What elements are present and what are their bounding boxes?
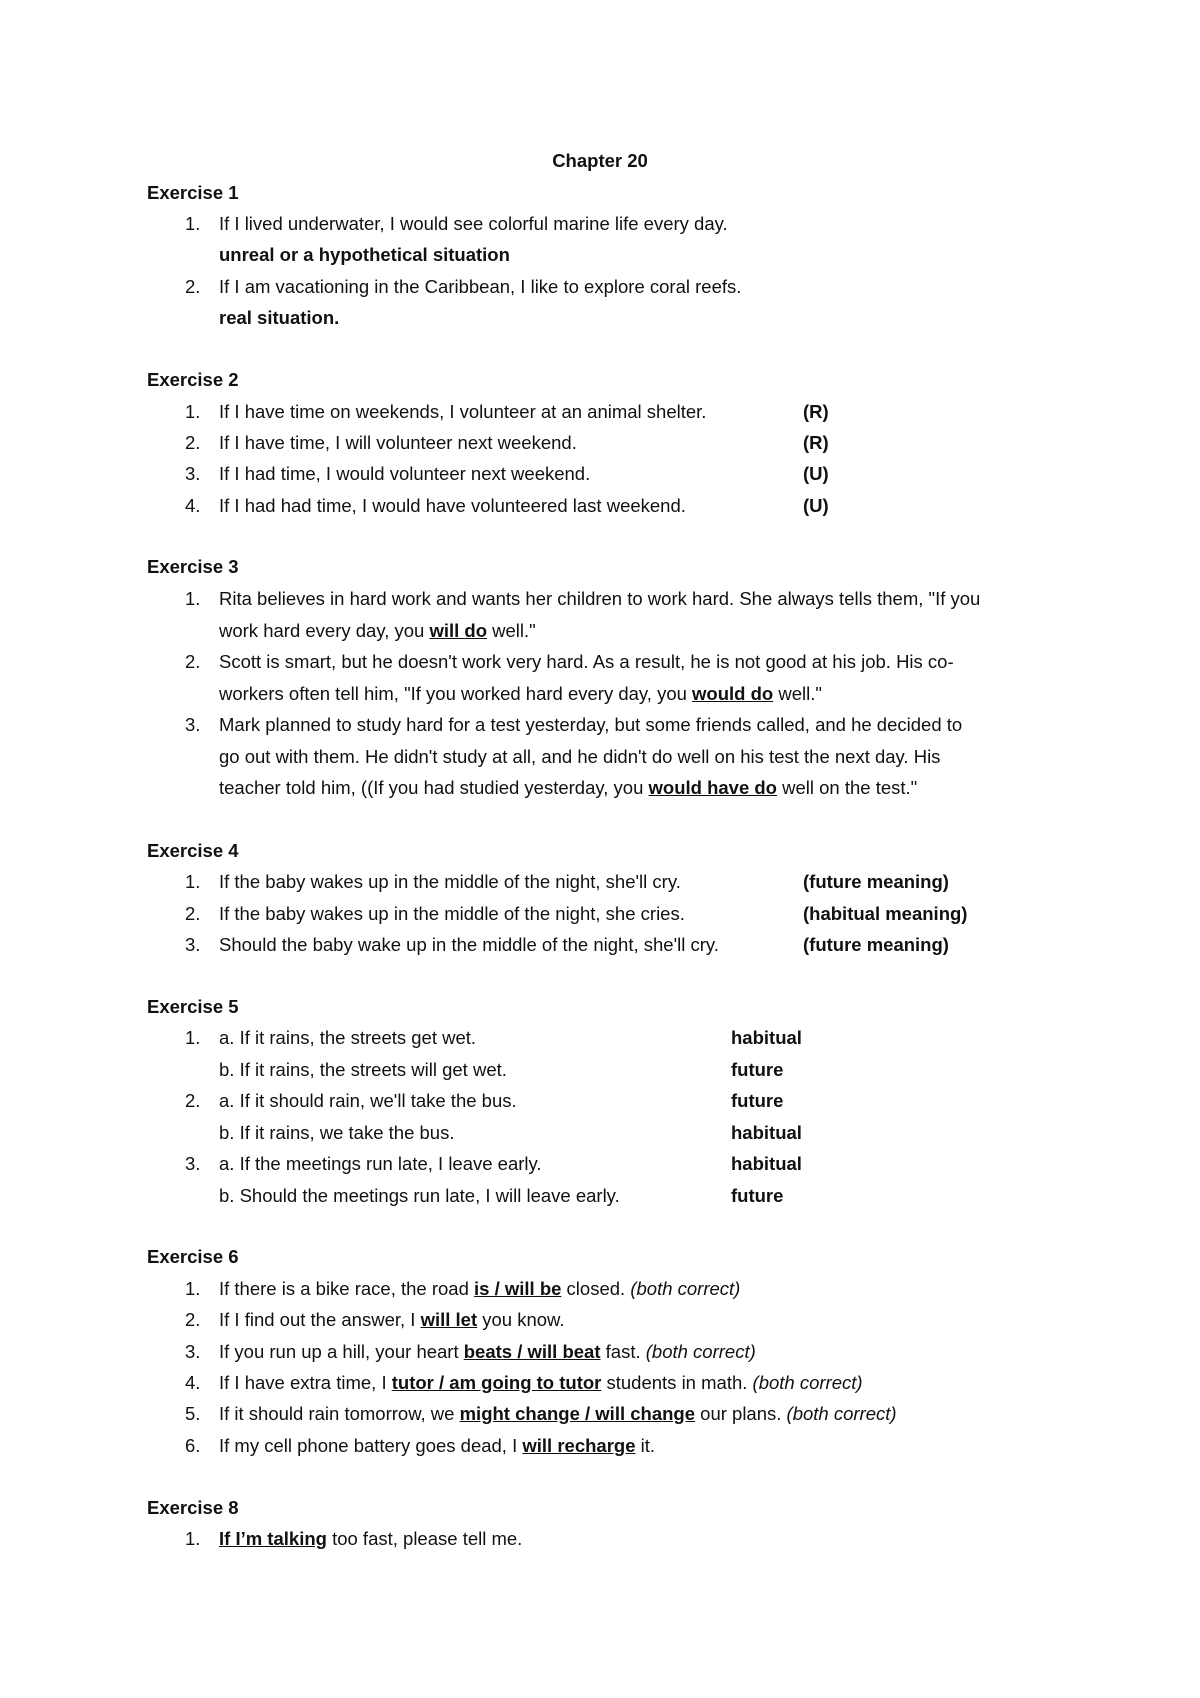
item-text: If I had had time, I would have volunteered last weekend.	[219, 495, 686, 516]
item-text-continued: workers often tell him, "If you worked hard every day, you would do well."	[219, 683, 822, 704]
answer-blank: will do	[429, 620, 488, 641]
answer-blank: might change / will change	[459, 1403, 696, 1424]
exercise-4-heading: Exercise 4	[147, 840, 239, 861]
exercise-2-heading: Exercise 2	[147, 369, 239, 390]
item-text: If I find out the answer, I will let you know.	[219, 1309, 565, 1330]
item-number: 2.	[185, 432, 201, 453]
item-number: 4.	[185, 1372, 201, 1393]
answer-blank: will recharge	[522, 1435, 636, 1456]
item-text-continued: b. If it rains, the streets will get wet.	[219, 1059, 507, 1080]
item-number: 2.	[185, 1309, 201, 1330]
item-note: (both correct)	[630, 1278, 741, 1299]
item-text: Mark planned to study hard for a test yesterday, but some friends called, and he decided to	[219, 714, 963, 735]
item-tag: (U)	[803, 463, 829, 484]
item-number: 5.	[185, 1403, 201, 1424]
item-text: a. If the meetings run late, I leave early.	[219, 1153, 542, 1174]
item-number: 1.	[185, 588, 201, 609]
item-tag: habitual	[731, 1122, 802, 1143]
item-number: 3.	[185, 934, 201, 955]
item-answer: unreal or a hypothetical situation	[219, 244, 510, 265]
item-text: If the baby wakes up in the middle of the night, she'll cry.	[219, 871, 681, 892]
item-number: 2.	[185, 276, 201, 297]
item-tag: habitual	[731, 1153, 802, 1174]
item-number: 3.	[185, 1341, 201, 1362]
item-number: 3.	[185, 463, 201, 484]
item-tag: habitual	[731, 1027, 802, 1048]
item-text: Should the baby wake up in the middle of the night, she'll cry.	[219, 934, 719, 955]
item-number: 1.	[185, 1027, 201, 1048]
answer-blank: would have do	[648, 777, 777, 798]
item-tag: (U)	[803, 495, 829, 516]
item-text-continued: work hard every day, you will do well."	[219, 620, 536, 641]
item-number: 1.	[185, 1278, 201, 1299]
item-answer: real situation.	[219, 307, 340, 328]
exercise-3-heading: Exercise 3	[147, 556, 239, 577]
item-note: (both correct)	[645, 1341, 756, 1362]
item-number: 2.	[185, 1090, 201, 1111]
item-number: 2.	[185, 903, 201, 924]
item-number: 4.	[185, 495, 201, 516]
item-number: 3.	[185, 1153, 201, 1174]
item-text: If my cell phone battery goes dead, I will recharge it.	[219, 1435, 656, 1456]
item-tag: future	[731, 1090, 784, 1111]
exercise-6-heading: Exercise 6	[147, 1246, 239, 1267]
item-tag: (R)	[803, 401, 829, 422]
answer-blank: tutor / am going to tutor	[391, 1372, 602, 1393]
answer-blank: beats / will beat	[463, 1341, 601, 1362]
item-text: If I have extra time, I tutor / am going to tutor students in math. (both correct)	[219, 1372, 863, 1393]
answer-blank: If I’m talking	[219, 1528, 327, 1549]
exercise-8-heading: Exercise 8	[147, 1497, 239, 1518]
item-tag: (future meaning)	[803, 871, 949, 892]
item-number: 1.	[185, 213, 201, 234]
item-number: 6.	[185, 1435, 201, 1456]
item-tag: (future meaning)	[803, 934, 949, 955]
item-text: If I lived underwater, I would see colorful marine life every day.	[219, 213, 728, 234]
exercise-1-heading: Exercise 1	[147, 182, 239, 203]
item-text-continued: b. If it rains, we take the bus.	[219, 1122, 455, 1143]
item-number: 1.	[185, 401, 201, 422]
item-number: 2.	[185, 651, 201, 672]
item-number: 1.	[185, 871, 201, 892]
item-tag: future	[731, 1059, 784, 1080]
item-text-continued: go out with them. He didn't study at all, and he didn't do well on his test the next day. His	[219, 746, 941, 767]
exercise-5-heading: Exercise 5	[147, 996, 239, 1017]
item-text-continued: b. Should the meetings run late, I will leave early.	[219, 1185, 620, 1206]
item-text: If I have time, I will volunteer next weekend.	[219, 432, 577, 453]
item-note: (both correct)	[752, 1372, 863, 1393]
item-text: a. If it rains, the streets get wet.	[219, 1027, 477, 1048]
item-text: Rita believes in hard work and wants her children to work hard. She always tells them, "If you	[219, 588, 981, 609]
item-tag: future	[731, 1185, 784, 1206]
item-tag: (R)	[803, 432, 829, 453]
item-text: If the baby wakes up in the middle of the night, she cries.	[219, 903, 685, 924]
item-text: If it should rain tomorrow, we might change / will change our plans. (both correct)	[219, 1403, 897, 1424]
answer-blank: would do	[692, 683, 774, 704]
answer-blank: will let	[420, 1309, 478, 1330]
item-text-continued: teacher told him, ((If you had studied yesterday, you would have do well on the test."	[219, 777, 918, 798]
item-number: 1.	[185, 1528, 201, 1549]
item-text: If you run up a hill, your heart beats / will beat fast. (both correct)	[219, 1341, 756, 1362]
item-number: 3.	[185, 714, 201, 735]
item-text: Scott is smart, but he doesn't work very hard. As a result, he is not good at his job. His co-	[219, 651, 954, 672]
item-text: If I’m talking too fast, please tell me.	[219, 1528, 523, 1549]
answer-blank: is / will be	[474, 1278, 562, 1299]
item-text: If I had time, I would volunteer next weekend.	[219, 463, 591, 484]
item-text: If I am vacationing in the Caribbean, I like to explore coral reefs.	[219, 276, 742, 297]
item-text: If I have time on weekends, I volunteer at an animal shelter.	[219, 401, 707, 422]
item-text: If there is a bike race, the road is / will be closed. (both correct)	[219, 1278, 741, 1299]
item-note: (both correct)	[786, 1403, 897, 1424]
item-tag: (habitual meaning)	[803, 903, 968, 924]
page-title: Chapter 20	[552, 150, 648, 171]
item-text: a. If it should rain, we'll take the bus.	[219, 1090, 517, 1111]
